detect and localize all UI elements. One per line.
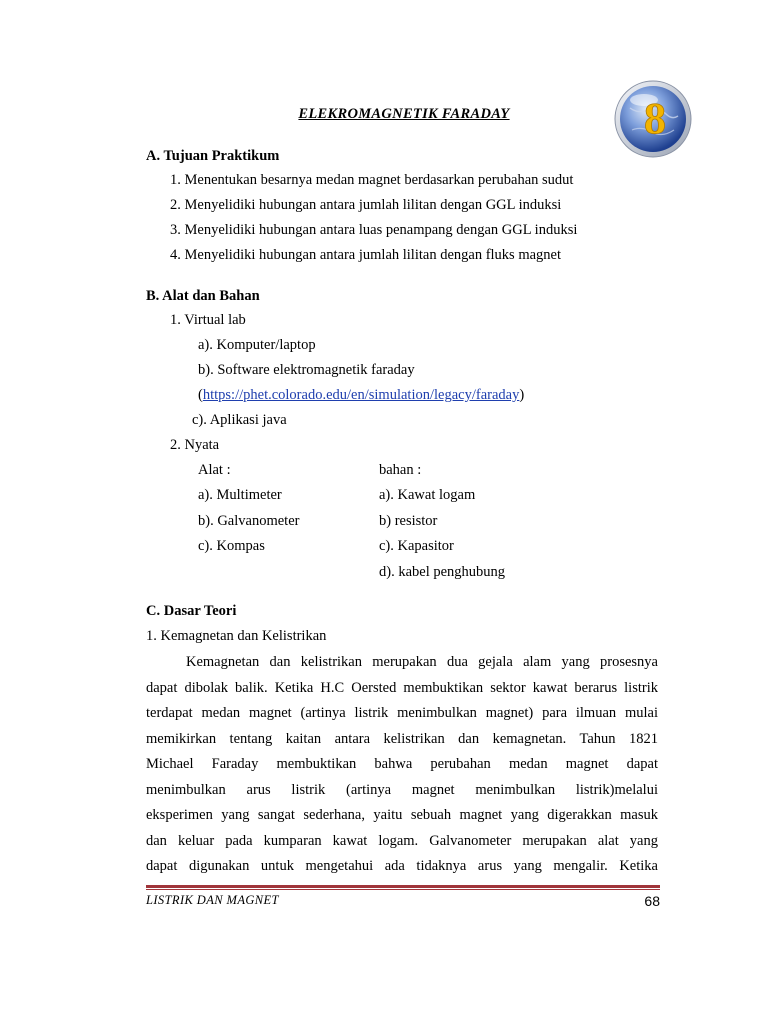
list-item: b). Software elektromagnetik faraday [198,362,415,378]
alat-heading: Alat : [198,462,231,478]
paragraph-line: menimbulkan arus listrik (artinya magnet menimbulkan listrik)melalui [146,781,658,798]
paragraph-line: dan keluar pada kumparan kawat logam. Galvanometer merupakan alat yang [146,832,658,849]
section-a-heading: A. Tujuan Praktikum [146,148,280,164]
footer-rule-thin [146,889,660,890]
bahan-item: b) resistor [379,513,438,529]
footer-book-title: LISTRIK DAN MAGNET [146,893,279,907]
paragraph-line: dapat digunakan untuk mengetahui ada tidaknya arus yang mengalir. Ketika [146,858,658,874]
link-paren-open: ( [198,387,203,403]
bahan-item: a). Kawat logam [379,487,476,503]
paragraph-line: eksperimen yang sangat sederhana, yaitu sebuah magnet yang digerakkan masuk [146,807,658,823]
bahan-heading: bahan : [379,462,422,478]
alat-item: c). Kompas [198,538,265,554]
list-item: 3. Menyelidiki hubungan antara luas penampang dengan GGL induksi [170,222,578,238]
paragraph-line: Michael Faraday membuktikan bahwa perubahan medan magnet dapat [146,756,658,772]
page-title: ELEKROMAGNETIK FARADAY [298,106,510,122]
list-item: 1. Menentukan besarnya medan magnet berdasarkan perubahan sudut [170,172,574,188]
footer-rule [146,885,660,888]
list-item: a). Komputer/laptop [198,337,316,353]
link-paren-close: ) [519,387,525,403]
software-link-line [198,387,524,404]
chapter-badge-icon [608,80,698,158]
paragraph-line: terdapat medan magnet (artinya listrik menimbulkan magnet) para ilmuan mulai [146,705,658,721]
chapter-number: 8 [644,94,666,143]
bahan-item: d). kabel penghubung [379,564,506,580]
phet-faraday-link[interactable]: https://phet.colorado.edu/en/simulation/legacy/faraday [202,387,520,403]
paragraph-line: memikirkan tentang kaitan antara kelistrikan dan kemagnetan. Tahun 1821 [146,730,658,747]
alat-item: a). Multimeter [198,487,282,503]
list-item: 4. Menyelidiki hubungan antara jumlah lilitan dengan fluks magnet [170,247,562,263]
paragraph-line: dapat dibolak balik. Ketika H.C Oersted membuktikan sektor kawat berarus listrik [146,679,658,696]
paragraph-line: Kemagnetan dan kelistrikan merupakan dua gejala alam yang prosesnya [186,654,658,670]
list-item: 2. Menyelidiki hubungan antara jumlah lilitan dengan GGL induksi [170,197,562,213]
list-item: c). Aplikasi java [192,412,287,428]
virtual-lab-label: 1. Virtual lab [170,312,246,328]
section-c-heading: C. Dasar Teori [146,603,237,619]
page-number: 68 [644,893,660,909]
nyata-label: 2. Nyata [170,437,220,453]
alat-item: b). Galvanometer [198,513,300,529]
bahan-item: c). Kapasitor [379,538,454,554]
section-b-heading: B. Alat dan Bahan [146,288,260,304]
theory-paragraph [146,650,658,880]
section-c-subheading: 1. Kemagnetan dan Kelistrikan [146,628,327,644]
